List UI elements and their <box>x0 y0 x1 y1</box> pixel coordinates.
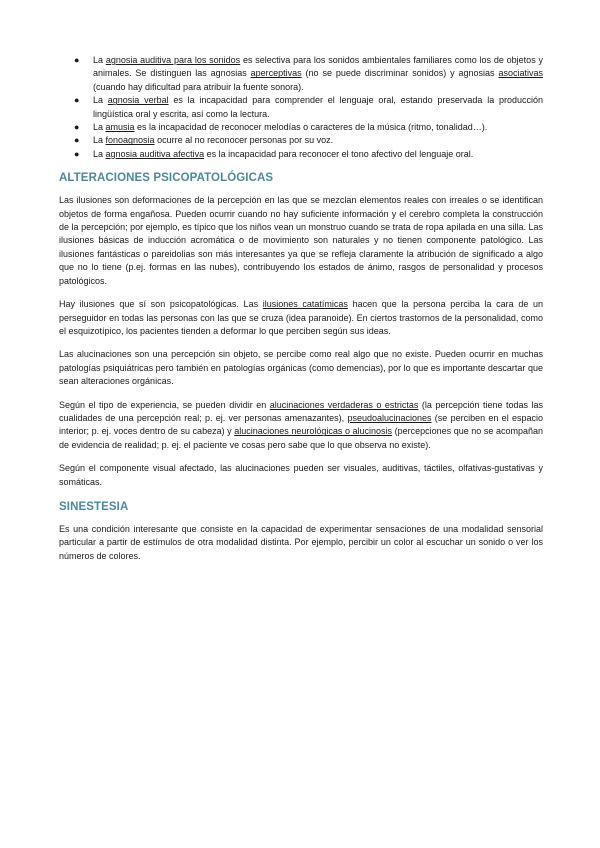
item-text: (cuando hay dificultad para atribuir la fuente sonora). <box>93 81 304 92</box>
paragraph-text: Hay ilusiones que sí son psicopatológicas. Las <box>59 299 263 310</box>
item-text: La <box>93 95 108 106</box>
item-text: La <box>93 122 106 133</box>
paragraph-ilusiones-psicopatologicas <box>59 298 543 338</box>
term-link: asociativas <box>498 68 543 79</box>
item-text: es la incapacidad para comprender el lenguaje oral, estando preservada la producción lingüística oral y escrita, así como la lectura. <box>93 95 543 119</box>
item-text: La <box>93 135 106 146</box>
term-link: alucinaciones neurológicas o alucinosis <box>234 426 393 437</box>
term-link: pseudoalucinaciones <box>347 412 432 423</box>
list-item <box>59 54 543 94</box>
list-item <box>59 121 543 134</box>
paragraph-alucinaciones: Las alucinaciones son una percepción sin objeto, se percibe como real algo que no existe. Pueden ocurrir en muchas patologías psiquiátricas pero también en patologías orgánicas (como demencias), por lo que es importante descartar que sean alteraciones orgánicas. <box>59 349 543 387</box>
paragraph-sinestesia: Es una condición interesante que consiste en la capacidad de experimentar sensaciones de una modalidad sensorial particular a partir de estímulos de otra modalidad distinta. Por ejemplo, percibir un color al escuchar un sonido o ver los números de colores. <box>59 523 543 561</box>
term-link: fonoagnosia <box>105 135 155 146</box>
paragraph-tipos-experiencia <box>59 399 543 453</box>
item-text: es la incapacidad para reconocer el tono afectivo del lenguaje oral. <box>204 148 474 159</box>
paragraph-text: Según el tipo de experiencia, se pueden dividir en <box>59 399 270 410</box>
list-item <box>59 134 543 147</box>
list-item <box>59 94 543 121</box>
list-item <box>59 148 543 161</box>
page-content <box>59 54 543 573</box>
section-heading-psicopatologicas: ALTERACIONES PSICOPATOLÓGICAS <box>59 172 274 185</box>
item-text: (no se puede discriminar sonidos) y agnosias <box>301 68 499 79</box>
term-link: aperceptivas <box>250 68 302 79</box>
term-link: ilusiones catatímicas <box>262 299 348 310</box>
bullet-icon: ● <box>74 135 80 146</box>
item-text: ocurre al no reconocer personas por su voz. <box>154 135 334 146</box>
bullet-icon: ● <box>74 95 80 106</box>
term-link: alucinaciones verdaderas o estrictas <box>269 399 419 410</box>
section-heading-sinestesia: SINESTESIA <box>59 500 129 513</box>
paragraph-componente-visual: Según el componente visual afectado, las alucinaciones pueden ser visuales, auditivas, táctiles, olfativas-gustativas y somáticas. <box>59 463 543 487</box>
paragraph-text: (la percepción tiene todas las cualidades de una percepción real; p. ej. ver personas amenazantes), <box>59 399 544 423</box>
bullet-icon: ● <box>74 148 80 159</box>
item-text: La <box>93 55 106 65</box>
agnosia-list <box>59 54 543 161</box>
term-link: agnosia auditiva para los sonidos <box>105 55 241 65</box>
item-text: es la incapacidad de reconocer melodías o caracteres de la música (ritmo, tonalidad…). <box>134 122 488 133</box>
paragraph-text: hacen que la persona perciba la cara de un perseguidor en todas las personas con las que se cruza (idea paranoide). En ciertos trastornos de la personalidad, como el esquizotípico, los pacientes tienden a deformar lo que perciben según sus ideas. <box>59 299 543 336</box>
paragraph-text: (percepciones que no se acompañan de evidencia de realidad; p. ej. el paciente ve cosas pero sabe que lo que observa no existe). <box>59 426 543 450</box>
item-text: es selectiva para los sonidos ambientales familiares como los de objetos y animales. Se distinguen las agnosias <box>93 55 544 79</box>
item-text: La <box>93 148 106 159</box>
paragraph-text: (se perciben en el espacio interior; p. ej. voces dentro de su cabeza) y <box>59 412 543 437</box>
paragraph-ilusiones: Las ilusiones son deformaciones de la percepción en las que se mezclan elementos reales con irreales o se identifican objetos de forma engañosa. Pueden ocurrir cuando no hay suficiente información y el cerebro completa la construcción de la percepción; por ejemplo, es típico que los niños vean un monstruo cuando se trata de ropa apilada en una silla. Las ilusiones básicas de inducción acromática o de movimiento son naturales y no tienen componente patológico. Las ilusiones fantásticas o pareidolias son más interesantes ya que se refleja claramente la atribución de significado a algo que no lo tiene (p.ej. formas en las nubes), contribuyendo los estados de ánimo, rasgos de personalidad y procesos patológicos. <box>59 195 543 286</box>
bullet-icon: ● <box>74 55 80 65</box>
term-link: agnosia verbal <box>107 95 169 106</box>
term-link: agnosia auditiva afectiva <box>105 148 205 159</box>
term-link: amusia <box>105 122 135 133</box>
bullet-icon: ● <box>74 122 80 133</box>
